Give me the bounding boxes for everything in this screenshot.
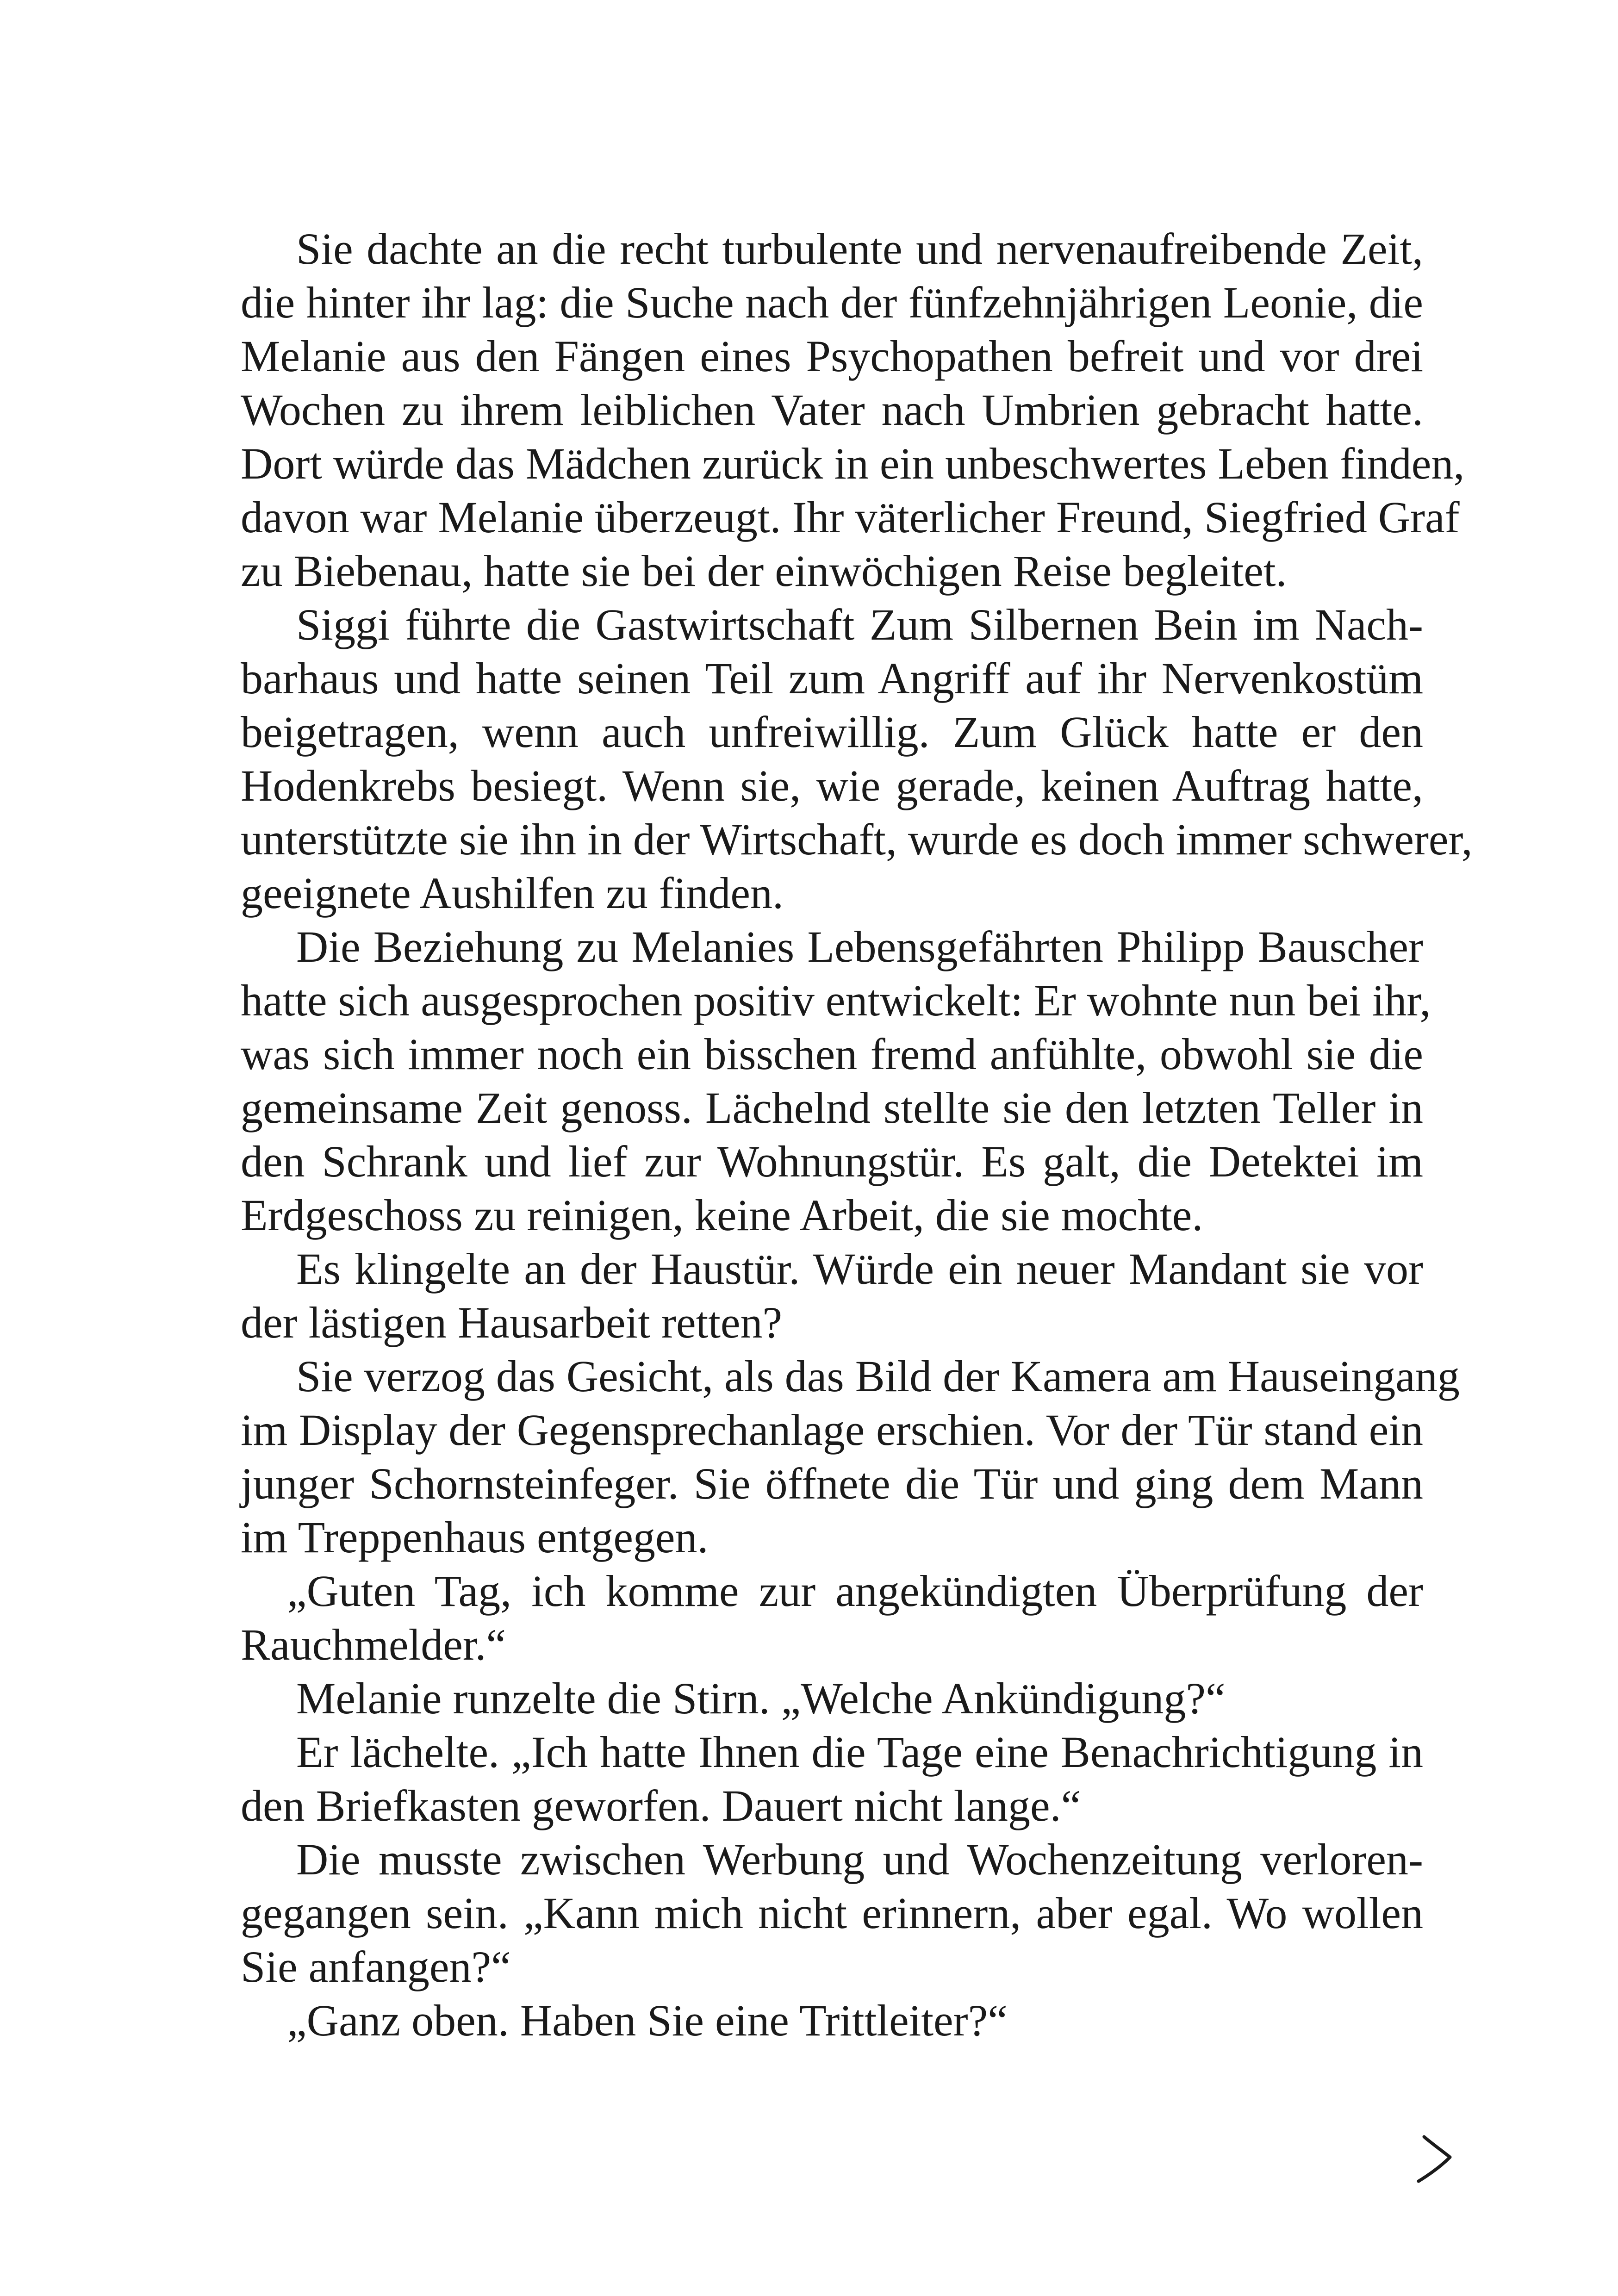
text-line: barhaus und hatte seinen Teil zum Angriff auf ihr Nervenkostüm	[241, 653, 1423, 703]
text-line: Melanie aus den Fängen eines Psychopathen befreit und vor drei	[241, 331, 1423, 381]
text-line: im Display der Gegensprechanlage erschien. Vor der Tür stand ein	[241, 1405, 1423, 1455]
text-line: Siggi führte die Gastwirtschaft Zum Silbernen Bein im Nach-	[296, 600, 1423, 649]
chevron-right-icon	[1414, 2131, 1456, 2187]
text-line: Es klingelte an der Haustür. Würde ein neuer Mandant sie vor	[296, 1244, 1423, 1294]
text-line: junger Schornsteinfeger. Sie öffnete die Tür und ging dem Mann	[241, 1459, 1423, 1508]
text-line: Er lächelte. „Ich hatte Ihnen die Tage eine Benachrichtigung in	[296, 1727, 1423, 1777]
text-line: gegangen sein. „Kann mich nicht erinnern, aber egal. Wo wollen	[241, 1888, 1423, 1938]
text-line: unterstützte sie ihn in der Wirtschaft, wurde es doch immer schwerer,	[241, 815, 1473, 864]
text-line: Melanie runzelte die Stirn. „Welche Ankündigung?“	[296, 1674, 1226, 1723]
text-line: zu Biebenau, hatte sie bei der einwöchigen Reise begleitet.	[241, 546, 1287, 596]
text-line: geeignete Aushilfen zu finden.	[241, 868, 784, 918]
text-line: der lästigen Hausarbeit retten?	[241, 1298, 783, 1347]
text-line: „Guten Tag, ich komme zur angekündigten Überprüfung der	[287, 1566, 1423, 1616]
text-line: Hodenkrebs besiegt. Wenn sie, wie gerade, keinen Auftrag hatte,	[241, 761, 1423, 810]
page-text	[241, 222, 1473, 2047]
text-line: beigetragen, wenn auch unfreiwillig. Zum Glück hatte er den	[241, 707, 1423, 757]
text-line: den Schrank und lief zur Wohnungstür. Es galt, die Detektei im	[241, 1137, 1423, 1186]
text-line: Die musste zwischen Werbung und Wochenzeitung verloren-	[296, 1835, 1423, 1884]
text-line: Die Beziehung zu Melanies Lebensgefährten Philipp Bauscher	[296, 922, 1423, 971]
text-line: Wochen zu ihrem leiblichen Vater nach Umbrien gebracht hatte.	[241, 385, 1423, 435]
text-line: Sie dachte an die recht turbulente und nervenaufreibende Zeit,	[296, 224, 1423, 274]
text-line: was sich immer noch ein bisschen fremd anfühlte, obwohl sie die	[241, 1029, 1423, 1079]
text-line: die hinter ihr lag: die Suche nach der fünfzehnjährigen Leonie, die	[241, 278, 1423, 327]
text-line: Dort würde das Mädchen zurück in ein unbeschwertes Leben finden,	[241, 439, 1465, 488]
next-page-button[interactable]	[1414, 2131, 1456, 2187]
text-line: den Briefkasten geworfen. Dauert nicht lange.“	[241, 1781, 1081, 1830]
text-line: davon war Melanie überzeugt. Ihr väterlicher Freund, Siegfried Graf	[241, 492, 1460, 542]
text-line: hatte sich ausgesprochen positiv entwickelt: Er wohnte nun bei ihr,	[241, 976, 1431, 1025]
text-line: Rauchmelder.“	[241, 1620, 506, 1669]
text-line: im Treppenhaus entgegen.	[241, 1512, 709, 1562]
text-line: Sie verzog das Gesicht, als das Bild der Kamera am Hauseingang	[296, 1351, 1460, 1401]
text-line: gemeinsame Zeit genoss. Lächelnd stellte sie den letzten Teller in	[241, 1083, 1423, 1132]
text-line: „Ganz oben. Haben Sie eine Trittleiter?“	[287, 1996, 1008, 2045]
text-line: Sie anfangen?“	[241, 1942, 511, 1991]
text-line: Erdgeschoss zu reinigen, keine Arbeit, die sie mochte.	[241, 1190, 1203, 1240]
